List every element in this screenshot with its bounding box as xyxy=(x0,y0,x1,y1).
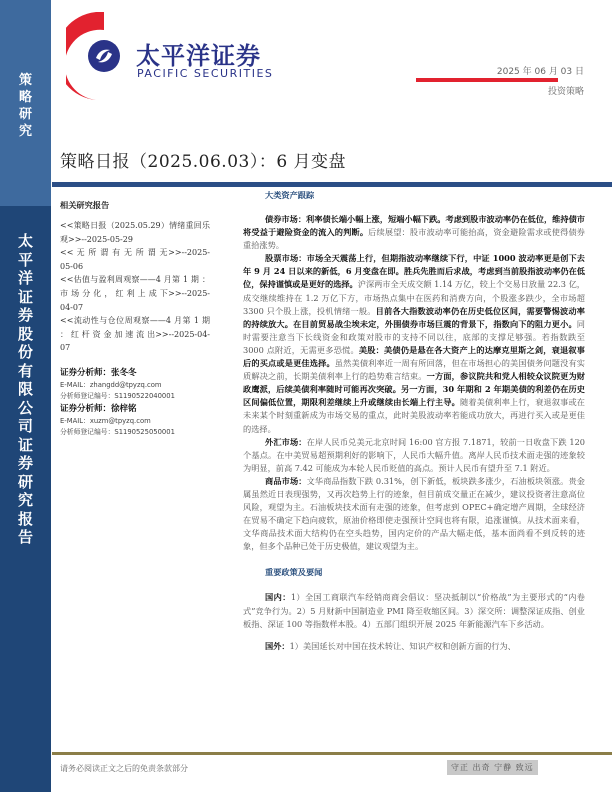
equity-label: 股票市场： xyxy=(265,253,307,264)
foreign-text: 1）美国延长对中国在技术转让、知识产权和创新方面的行为、 xyxy=(289,640,516,651)
paragraph-equity-market xyxy=(243,252,585,435)
commodity-text: 文华商品指数下跌 0.31%，创下新低，板块跌多涨少，石油板块领涨。贵金属虽然近日表现强势，又再次趋势上行的迹象，但目前成交量正在减少，建议投资者注意高位风险，观望为主。石油板块技术面有走强的迹象，但考虑到 OPEC+确定增产周期，全球经济在贸易不确定下趋向疲软，原油价格即使走强预计空间也将有限，追涨谨慎。从技术面来看，文华商品技术面大结构仍在空头趋势，国内定价的产品大幅走低，基本面尚看不到反转的迹象，但多个品种已处于历史极值，建议观望为主。 xyxy=(243,475,585,552)
bond-highlight: 利率债长端小幅上涨，短端小幅下跌。考虑到股市波动率仍在低位，维持债市将受益于避险资金的流入的判断。 xyxy=(243,214,585,238)
analyst-name: 证券分析师：徐梓铭 xyxy=(60,403,137,414)
related-report-link[interactable]: << 无 所 谓 有 无 所 谓 无>>--2025-05-06 xyxy=(60,248,210,271)
foreign-label: 国外： xyxy=(265,640,290,651)
equity-highlight: 一方面，参议院共和党人相较众议院更为财政鹰派，后续美债利率随时可能再次突破。另一方面，30 年期和 2 年期美债的利差仍在历史区间偏低位置，期限利差继续上升或继续由长端上行主导。 xyxy=(243,371,585,408)
left-column xyxy=(60,196,210,439)
title-divider xyxy=(52,182,612,187)
equity-highlight: 美债仍是悬在各大资产上的达摩克里斯之剑，衰退叙事后的买点或是更佳选择。 xyxy=(243,344,585,369)
equity-text: 虽然美债利率近一周有所回落，但在市场担心的美国债务问题没有实质解决之前，长期美债利率上行的趋势难言结束。 xyxy=(243,358,585,382)
equity-text: 同时需要注意当下长线资金和政策对股市的支持不同以往，底部的支撑足够强。若指数跌至 3000 点附近，无需更多恐慌。 xyxy=(243,318,585,355)
pacific-securities-logo-icon xyxy=(66,12,126,102)
analyst-registration: 分析师登记编号：S1190522040001 xyxy=(60,392,175,401)
equity-text: 随着美债利率上行，衰退叙事或在未来某个时刻重新成为市场交易的重点，此时美股波动率若能成功放大，再进行买入或是更佳的选择。 xyxy=(243,397,585,434)
paragraph-commodity-market xyxy=(243,475,585,554)
category-label: 策 略 研 究 xyxy=(18,73,32,139)
domestic-text: 1）全国工商联汽车经销商商会倡议：坚决抵制以“价格战”为主要形式的“内卷式”竞争行为。2）5 月财新中国制造业 PMI 降至收缩区间。3）深交所：调整深证成指、创业板指、深证 100 等指数样本股。4）五部门组织开展 2025 年新能源汽车下乡活动。 xyxy=(243,592,585,629)
company-vertical-label: 太 平 洋 证 券 股 份 有 限 公 司 证 券 研 究 报 告 xyxy=(17,232,33,546)
paragraph-bond-market xyxy=(243,213,585,252)
fx-text: 在岸人民币兑美元北京时间 16:00 官方报 7.1871，较前一日收盘下跌 120 个基点。在中美贸易超预期利好的影响下，人民币大幅升值。离岸人民币技术面走强的迹象较为明显，前高 7.42 可能成为本轮人民币贬值的高点。预计人民币有望升至 7.1 附近。 xyxy=(243,436,585,473)
logo-english-name: PACIFIC SECURITIES xyxy=(137,67,274,80)
us-equity-label: 美股： xyxy=(358,344,384,355)
related-reports-heading: 相关研究报告 xyxy=(60,200,110,210)
related-report-link[interactable]: <<估值与盈利周观察——4 月第 1 期 ： 市 场 分 化 ， 红 利 上 成 下>>--2025-04-07 xyxy=(60,275,210,312)
domestic-label: 国内： xyxy=(265,592,291,603)
equity-highlight: 市场全天震荡上行，但期指波动率继续下行，中证 1000 波动率更是创下去年 9 月 24 日以来的新低，6 月变盘在即。胜兵先胜而后求战，考虑到当前股指波动率仍在低位，保持谨慎或是更好的选择。 xyxy=(243,253,585,290)
paragraph-foreign-news xyxy=(243,640,585,653)
bond-text: 后续展望：股市波动率可能抬高，资金避险需求或使得债券重拾涨势。 xyxy=(243,227,585,251)
equity-text: 沪深两市全天成交额 1.14 万亿，较上个交易日放量 22.3 亿，成交继续维持在 1.2 万亿下方，市场热点集中在医药和消费方向，个股涨多跌少，全市场超 3300 只个股上涨，投机情绪一般。 xyxy=(243,279,585,316)
report-date: 2025 年 06 月 03 日 xyxy=(496,67,584,77)
paragraph-domestic-news xyxy=(243,591,585,630)
related-report-link[interactable]: <<策略日报（2025.05.29）情绪重回乐观>>--2025-05-29 xyxy=(60,221,210,244)
paragraph-fx-market xyxy=(243,436,585,475)
main-content xyxy=(243,188,585,653)
analyst-email[interactable]: E-MAIL：zhangdd@tpyzq.com xyxy=(60,380,162,389)
footer-disclaimer: 请务必阅读正文之后的免责条款部分 xyxy=(60,764,188,773)
report-title: 策略日报（2025.06.03）：6 月变盘 xyxy=(60,152,347,172)
analyst-email[interactable]: E-MAIL：xuzm@tpyzq.com xyxy=(60,416,151,425)
analyst-registration: 分析师登记编号：S1190525050001 xyxy=(60,428,175,437)
header-accent-line xyxy=(416,78,558,82)
logo-chinese-name: 太平洋证券 xyxy=(136,42,261,70)
section-heading-policy-news: 重要政策及要闻 xyxy=(265,567,323,578)
analyst-name: 证券分析师：张冬冬 xyxy=(60,367,137,378)
analyst-list xyxy=(60,367,210,439)
bond-label: 债券市场： xyxy=(265,214,307,224)
related-report-link[interactable]: <<流动性与仓位周观察——4 月第 1 期 ： 红 杆 资 金 加 速 流 出>>--2025-04-07 xyxy=(60,316,210,353)
equity-highlight: 目前各大指数波动率仍在历史低位区间，需要警惕波动率的持续放大。在目前贸易战尘埃未定，外围债券市场巨震的背景下，指数向下的阻力更小。 xyxy=(243,305,585,329)
footer-slogan: 守正 出奇 宁静 致远 xyxy=(447,760,538,775)
footer-divider xyxy=(52,752,612,755)
fx-label: 外汇市场： xyxy=(265,436,307,447)
commodity-label: 商品市场： xyxy=(265,475,307,486)
section-heading-asset-tracking: 大类资产跟踪 xyxy=(265,190,315,200)
document-type: 投资策略 xyxy=(547,87,584,97)
